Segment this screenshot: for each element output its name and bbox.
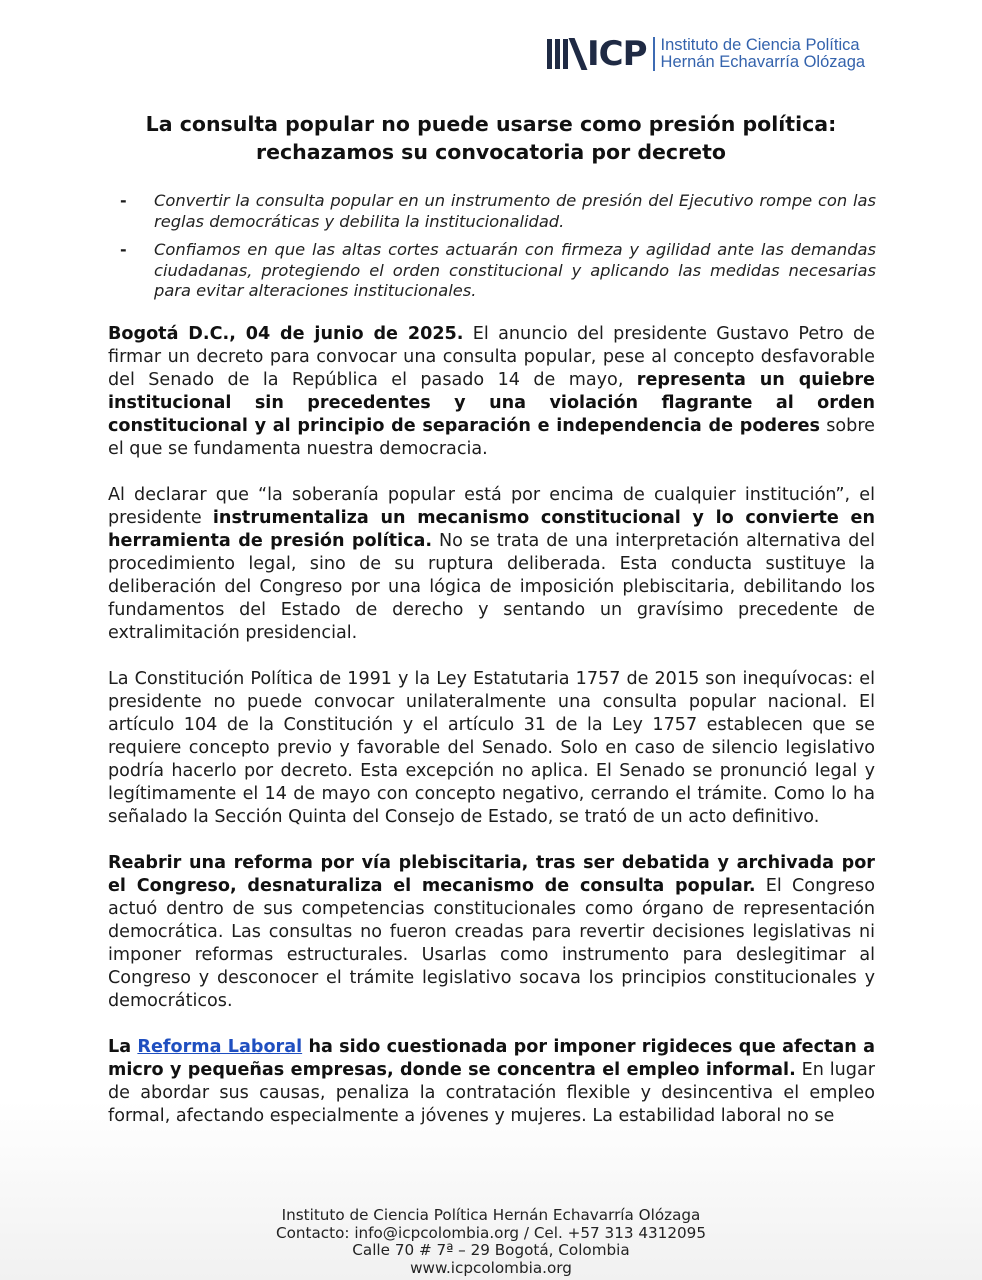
paragraph-text: El Congreso actuó dentro de sus competencias constitucionales como órgano de representación democrática. Las consultas no fueron creadas para revertir decisiones legislativas ni imponer reformas estructurales. Usarlas como instrumento para deslegitimar al Congreso y desconocer el trámite legislativo socava los principios constitucionales y democráticos. (108, 876, 875, 1011)
list-item (120, 191, 876, 232)
logo-bar-3 (563, 39, 568, 69)
paragraph-emphasis: ha sido cuestionada por imponer rigideces que afectan a micro y pequeñas empresas, donde se concentra el empleo informal. (108, 1037, 875, 1080)
bullet-dash: - (120, 240, 127, 259)
logo-bar-2 (555, 39, 560, 69)
footer-address: Calle 70 # 7ª – 29 Bogotá, Colombia (352, 1241, 630, 1259)
icp-logo-mark (547, 36, 647, 72)
bullet-dash: - (120, 191, 127, 210)
bullet-text: Convertir la consulta popular en un instrumento de presión del Ejecutivo rompe con las reglas democráticas y debilita la institucionalidad. (154, 191, 876, 231)
document-body (108, 323, 875, 1151)
logo-line-2: Hernán Echavarría Olózaga (660, 53, 866, 71)
paragraph-emphasis: instrumentaliza un mecanismo constitucional y lo convierte en herramienta de presión política. (108, 508, 875, 551)
logo-separator (653, 37, 655, 71)
paragraph-emphasis-lead: La (108, 1037, 138, 1057)
paragraph-emphasis: Reabrir una reforma por vía plebiscitaria, tras ser debatida y archivada por el Congreso, desnaturaliza el mecanismo de consulta popular. (108, 853, 875, 896)
logo-institution-name (661, 37, 866, 71)
paragraph-text: Al declarar que “la soberanía popular está por encima de cualquier institución”, el presidente (108, 485, 875, 528)
logo-line-1: Instituto de Ciencia Política (660, 36, 860, 54)
paragraph-emphasis: representa un quiebre institucional sin precedentes y una violación flagrante al orden constitucional y al principio de separación e independencia de poderes (108, 370, 875, 436)
footer-contact: Contacto: info@icpcolombia.org / Cel. +57 313 4312095 (276, 1223, 706, 1242)
paragraph-2 (108, 484, 875, 645)
footer-institution: Instituto de Ciencia Política Hernán Echavarría Olózaga (281, 1206, 701, 1224)
document-footer (190, 1207, 792, 1277)
key-points-list (120, 191, 876, 310)
reforma-laboral-link[interactable]: Reforma Laboral (137, 1037, 303, 1057)
title-line-1: La consulta popular no puede usarse como presión política: (145, 112, 837, 136)
paragraph-4 (108, 852, 875, 1013)
logo-slash (569, 38, 588, 70)
bullet-text: Confiamos en que las altas cortes actuarán con firmeza y agilidad ante las demandas ciudadanas, protegiendo el orden constitucional y aplicando las medidas necesarias para evitar alteraciones institucionales. (154, 240, 876, 300)
footer-website: www.icpcolombia.org (410, 1258, 572, 1277)
list-item (120, 240, 876, 302)
paragraph-text: La Constitución Política de 1991 y la Ley Estatutaria 1757 de 2015 son inequívocas: el presidente no puede convocar unilateralmente una consulta popular nacional. El artículo 104 de la Constitución y el artículo 31 de la Ley 1757 establecen que se requiere concepto previo y favorable del Senado. Solo en caso de silencio legislativo podría hacerlo por decreto. Esta excepción no aplica. El Senado se pronunció legal y legítimamente el 14 de mayo con concepto negativo, cerrando el trámite. Como lo ha señalado la Sección Quinta del Consejo de Estado, se trató de un acto definitivo. (108, 669, 875, 827)
title-line-2: rechazamos su convocatoria por decreto (256, 140, 726, 164)
paragraph-text: En lugar de abordar sus causas, penaliza la contratación flexible y desincentiva el empleo formal, afectando especialmente a jóvenes y mujeres. La estabilidad laboral no se (108, 1060, 875, 1126)
paragraph-3 (108, 668, 875, 829)
paragraph-text: No se trata de una interpretación alternativa del procedimiento legal, sino de su ruptura deliberada. Esta conducta sustituye la deliberación del Congreso por una lógica de imposición plebiscitaria, debilitando los fundamentos del Estado de derecho y sentando un gravísimo precedente de extralimitación presidencial. (108, 531, 875, 643)
paragraph-text: El anuncio del presidente Gustavo Petro de firmar un decreto para convocar una consulta popular, pese al concepto desfavorable del Senado de la República el pasado 14 de mayo, (108, 324, 875, 390)
dateline: Bogotá D.C., 04 de junio de 2025. (108, 324, 464, 344)
logo-icp-text: ICP (587, 34, 647, 74)
paragraph-5 (108, 1036, 875, 1128)
paragraph-1 (108, 323, 875, 461)
icp-logo (547, 36, 865, 72)
paragraph-text: sobre el que se fundamenta nuestra democracia. (108, 416, 875, 459)
logo-bar-1 (547, 39, 552, 69)
document-title (110, 110, 872, 166)
